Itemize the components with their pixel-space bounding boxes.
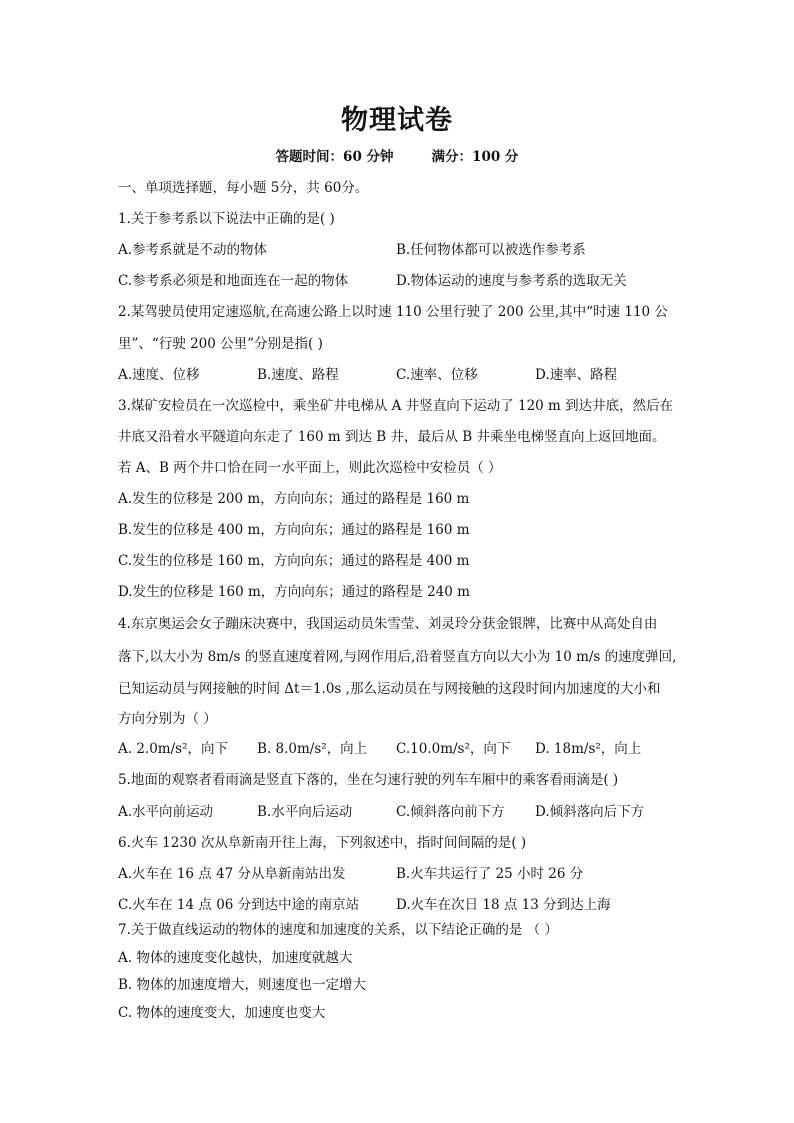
q5-option-c: C.倾斜落向前下方 [396, 804, 505, 820]
q1-options-row1 [118, 238, 678, 258]
q2-option-a: A.速度、位移 [118, 367, 200, 383]
q4-option-d: D. 18m/s²，向上 [535, 741, 642, 757]
q2-option-b: B.速度、路程 [257, 367, 339, 383]
q4-option-a: A. 2.0m/s²，向下 [118, 741, 228, 757]
q3-stem-line3: 若 A、B 两个井口恰在同一水平面上，则此次巡检中安检员（ ） [118, 460, 502, 476]
q7-option-c: C. 物体的速度变大，加速度也变大 [118, 1005, 326, 1021]
q1-stem: 1.关于参考系以下说法中正确的是( ) [118, 211, 335, 227]
time-limit: 答题时间：60 分钟 [275, 149, 394, 165]
q2-stem-line2: 里”、“行驶 200 公里”分别是指( ) [118, 336, 323, 352]
q6-option-c: C.火车在 14 点 06 分到达中途的南京站 [118, 897, 360, 913]
q3-option-d: D.发生的位移是 160 m，方向向东；通过的路程是 240 m [118, 584, 470, 600]
q1-options-row2 [118, 269, 678, 289]
q3-option-b: B.发生的位移是 400 m，方向向东；通过的路程是 160 m [118, 522, 470, 538]
q5-option-a: A.水平向前运动 [118, 804, 214, 820]
q7-option-b: B. 物体的加速度增大，则速度也一定增大 [118, 977, 367, 993]
exam-meta [0, 145, 794, 165]
q6-options-row2 [118, 893, 678, 913]
q1-option-a: A.参考系就是不动的物体 [118, 242, 268, 258]
q6-options-row1 [118, 862, 678, 882]
q2-options [118, 363, 678, 383]
q2-stem-line1: 2.某驾驶员使用定速巡航,在高速公路上以时速 110 公里行驶了 200 公里,其中“时速 110 公 [118, 304, 668, 320]
q3-stem-line1: 3.煤矿安检员在一次巡检中，乘坐矿井电梯从 A 井竖直向下运动了 120 m 到达井底，然后在 [118, 398, 674, 414]
q5-options [118, 800, 678, 820]
section-heading: 一、单项选择题，每小题 5分，共 60分。 [118, 180, 369, 196]
q3-option-a: A.发生的位移是 200 m，方向向东；通过的路程是 160 m [118, 491, 470, 507]
q4-stem-line3: 已知运动员与网接触的时间 Δt＝1.0s ,那么运动员在与网接触的这段时间内加速度的大小和 [118, 681, 661, 697]
q4-stem-line2: 落下,以大小为 8m/s 的竖直速度着网,与网作用后,沿着竖直方向以大小为 10 m/s 的速度弹回, [118, 649, 677, 665]
q3-option-c: C.发生的位移是 160 m，方向向东；通过的路程是 400 m [118, 553, 470, 569]
q1-option-c: C.参考系必须是和地面连在一起的物体 [118, 273, 349, 289]
q4-options [118, 737, 678, 757]
q4-option-c: C.10.0m/s²，向下 [396, 741, 511, 757]
q6-option-b: B.火车共运行了 25 小时 26 分 [396, 866, 584, 882]
q2-option-d: D.速率、路程 [535, 367, 618, 383]
q3-stem-line2: 井底又沿着水平隧道向东走了 160 m 到达 B 井，最后从 B 井乘坐电梯竖直向上返回地面。 [118, 429, 666, 445]
q5-option-b: B.水平向后运动 [257, 804, 353, 820]
q5-option-d: D.倾斜落向后下方 [535, 804, 645, 820]
q4-stem-line1: 4.东京奥运会女子蹦床决赛中，我国运动员朱雪莹、刘灵玲分获金银牌，比赛中从高处自由 [118, 616, 658, 632]
q4-option-b: B. 8.0m/s²，向上 [257, 741, 368, 757]
q7-stem: 7.关于做直线运动的物体的速度和加速度的关系，以下结论正确的是 （ ） [118, 922, 558, 938]
q5-stem: 5.地面的观察者看雨滴是竖直下落的，坐在匀速行驶的列车车厢中的乘客看雨滴是( ) [118, 772, 619, 788]
q6-option-a: A.火车在 16 点 47 分从阜新南站出发 [118, 866, 346, 882]
q4-stem-line4: 方向分别为（ ） [118, 711, 217, 727]
q6-option-d: D.火车在次日 18 点 13 分到达上海 [396, 897, 611, 913]
full-score: 满分：100 分 [431, 149, 519, 165]
q6-stem: 6.火车 1230 次从阜新南开往上海，下列叙述中，指时间间隔的是( ) [118, 835, 527, 851]
q7-option-a: A. 物体的速度变化越快，加速度就越大 [118, 950, 353, 966]
q1-option-d: D.物体运动的速度与参考系的选取无关 [396, 273, 627, 289]
q2-option-c: C.速率、位移 [396, 367, 478, 383]
page-title: 物理试卷 [341, 105, 453, 136]
q1-option-b: B.任何物体都可以被选作参考系 [396, 242, 586, 258]
